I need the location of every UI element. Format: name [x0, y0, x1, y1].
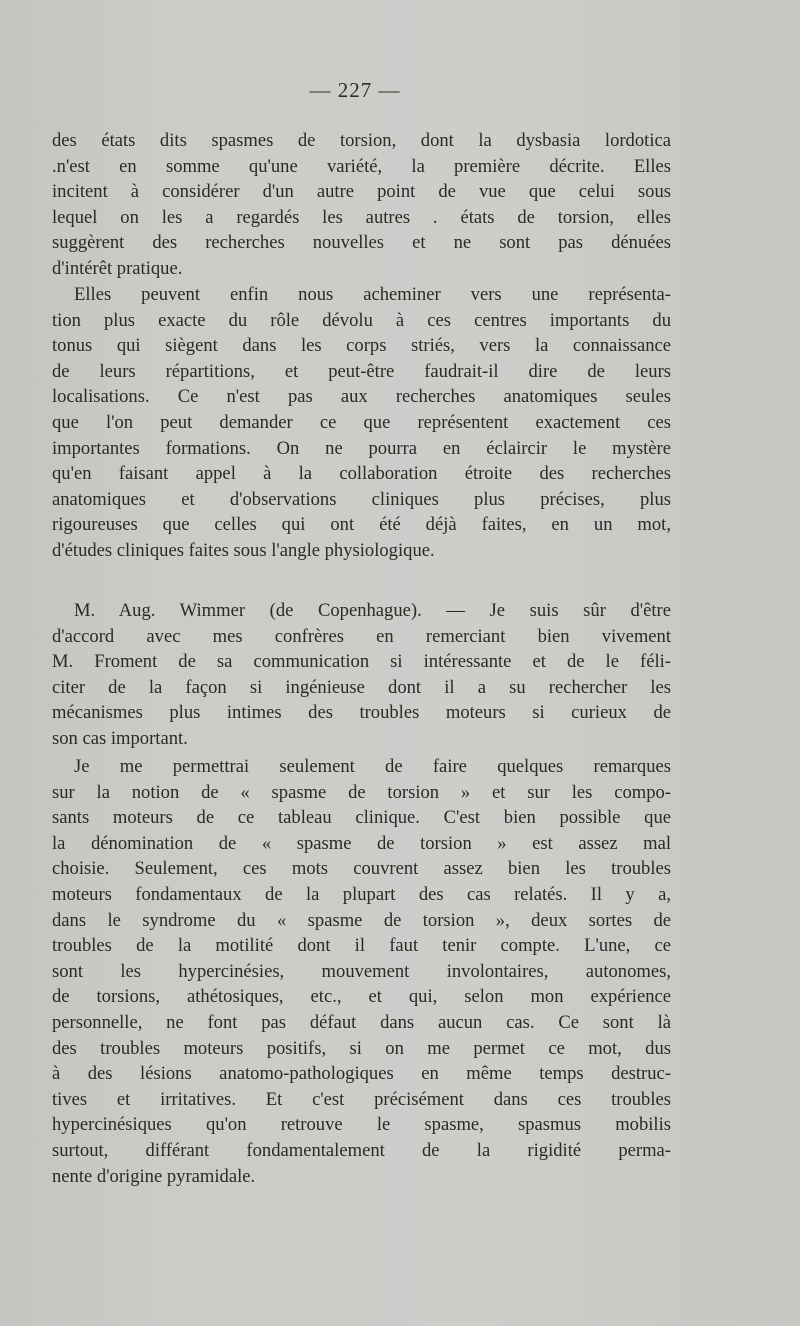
- text-line: troubles de la motilité dont il faut tenir compte. L'une, ce: [52, 935, 671, 957]
- text-line: importantes formations. On ne pourra en éclaircir le mystère: [52, 437, 671, 459]
- text-line: M. Aug. Wimmer (de Copenhague). — Je suis sûr d'être: [74, 600, 671, 621]
- paragraph-4: [52, 754, 671, 1189]
- text-line: surtout, différant fondamentalement de la rigidité perma-: [52, 1139, 671, 1161]
- text-line: sont les hypercinésies, mouvement involontaires, autonomes,: [52, 960, 671, 982]
- text-line: dans le syndrome du « spasme de torsion », deux sortes de: [52, 909, 671, 931]
- text-line: nente d'origine pyramidale.: [52, 1165, 256, 1187]
- text-line: citer de la façon si ingénieuse dont il a su rechercher les: [52, 676, 671, 698]
- text-line: anatomiques et d'observations cliniques plus précises, plus: [52, 488, 671, 510]
- text-line: sants moteurs de ce tableau clinique. C'est bien possible que: [52, 807, 671, 829]
- paragraph-1: [52, 128, 671, 282]
- paragraph-3: [52, 598, 671, 752]
- text-line: tives et irritatives. Et c'est précisément dans ces troubles: [52, 1088, 671, 1110]
- text-line: d'accord avec mes confrères en remerciant bien vivement: [52, 625, 671, 647]
- text-line: des troubles moteurs positifs, si on me permet ce mot, dus: [52, 1037, 671, 1059]
- text-line: incitent à considérer d'un autre point de vue que celui sous: [52, 181, 671, 203]
- text-line: d'études cliniques faites sous l'angle physiologique.: [52, 539, 435, 561]
- text-line: de torsions, athétosiques, etc., et qui, selon mon expérience: [52, 986, 671, 1008]
- text-line: moteurs fondamentaux de la plupart des cas relatés. Il y a,: [52, 883, 671, 905]
- text-line: rigoureuses que celles qui ont été déjà faites, en un mot,: [52, 514, 671, 536]
- text-line: hypercinésiques qu'on retrouve le spasme, spasmus mobilis: [52, 1114, 671, 1136]
- text-line: que l'on peut demander ce que représentent exactement ces: [52, 411, 671, 433]
- text-line: d'intérêt pratique.: [52, 257, 183, 279]
- text-line: M. Froment de sa communication si intéressante et de le féli-: [52, 651, 671, 673]
- text-line: la dénomination de « spasme de torsion » est assez mal: [52, 832, 671, 854]
- text-line: sur la notion de « spasme de torsion » et sur les compo-: [52, 781, 671, 803]
- text-line: tonus qui siègent dans les corps striés, vers la connaissance: [52, 335, 671, 357]
- text-line: de leurs répartitions, et peut-être faudrait-il dire de leurs: [52, 360, 671, 382]
- text-line: .n'est en somme qu'une variété, la première décrite. Elles: [52, 155, 671, 177]
- text-line: Elles peuvent enfin nous acheminer vers une représenta-: [74, 284, 671, 305]
- text-line: Je me permettrai seulement de faire quelques remarques: [74, 756, 671, 777]
- text-line: choisie. Seulement, ces mots couvrent assez bien les troubles: [52, 858, 671, 880]
- text-line: son cas important.: [52, 727, 188, 749]
- text-line: localisations. Ce n'est pas aux recherches anatomiques seules: [52, 386, 671, 408]
- text-line: des états dits spasmes de torsion, dont la dysbasia lordotica: [52, 130, 671, 151]
- paragraph-2: [52, 282, 671, 564]
- text-line: personnelle, ne font pas défaut dans aucun cas. Ce sont là: [52, 1011, 671, 1033]
- text-line: lequel on les a regardés les autres . états de torsion, elles: [52, 206, 671, 228]
- text-line: tion plus exacte du rôle dévolu à ces centres importants du: [52, 309, 671, 331]
- page-number: — 227 —: [309, 78, 401, 102]
- text-line: mécanismes plus intimes des troubles moteurs si curieux de: [52, 702, 671, 724]
- text-line: suggèrent des recherches nouvelles et ne sont pas dénuées: [52, 232, 671, 254]
- text-line: qu'en faisant appel à la collaboration étroite des recherches: [52, 463, 671, 485]
- text-line: à des lésions anatomo-pathologiques en même temps destruc-: [52, 1063, 671, 1085]
